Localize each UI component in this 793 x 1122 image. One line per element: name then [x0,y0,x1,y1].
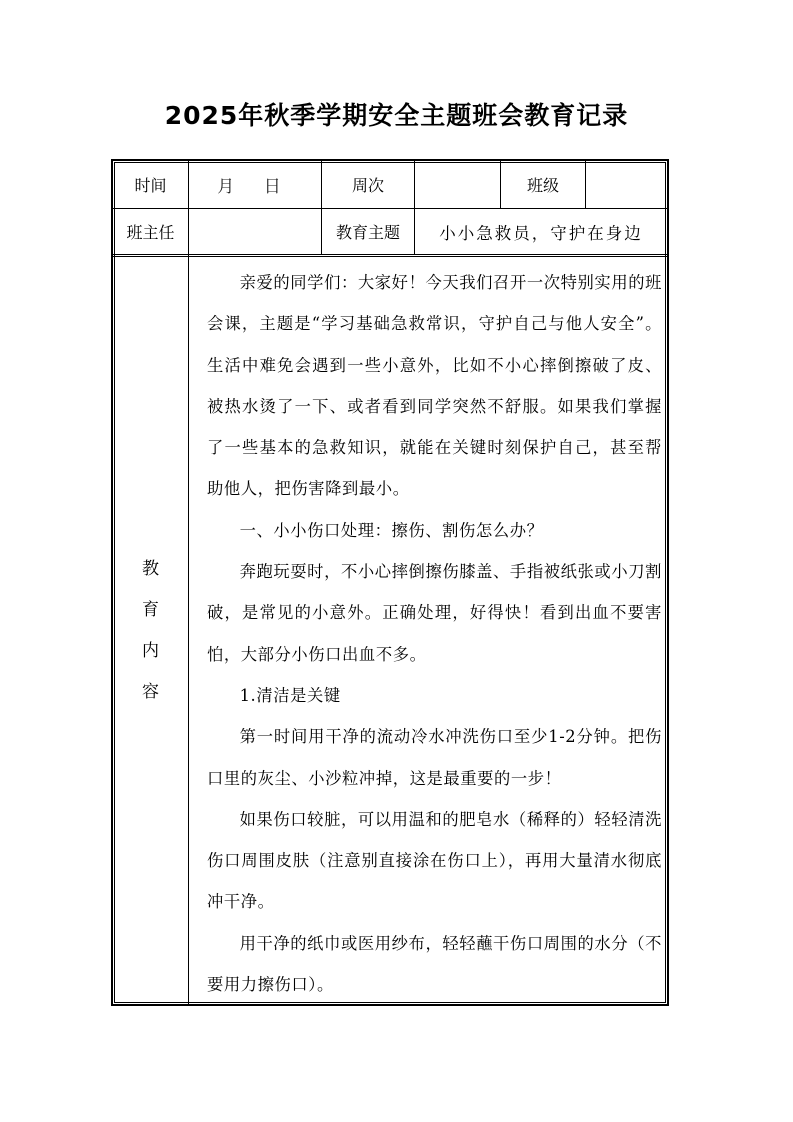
row-divider [113,254,667,255]
subsection-heading: 1.清洁是关键 [239,685,341,705]
content-label-char: 内 [142,640,159,661]
date-field[interactable]: 月 日 [217,177,293,197]
class-label: 班级 [526,176,559,195]
paragraph: 用干净的纸巾或医用纱布，轻轻蘸干伤口周围的水分（不要用力擦伤口）。 [207,933,662,995]
class-field[interactable] [586,161,667,208]
content-label-char: 育 [142,599,159,620]
teacher-label: 班主任 [126,223,175,242]
week-label: 周次 [351,176,384,195]
content-label-char: 教 [142,558,159,579]
record-table [111,159,669,1006]
section-intro: 奔跑玩耍时，不小心摔倒擦伤膝盖、手指被纸张或小刀割破，是常见的小意外。正确处理，好得快！看到出血不要害怕，大部分小伤口出血不多。 [207,562,662,664]
paragraph: 第一时间用干净的流动冷水冲洗伤口至少1-2分钟。把伤口里的灰尘、小沙粒冲掉，这是最重要的一步！ [207,727,662,788]
section-heading: 一、小小伤口处理：擦伤、割伤怎么办？ [239,520,544,540]
column-divider [188,161,189,1004]
week-field[interactable] [415,161,500,208]
content-label-char: 容 [142,681,159,702]
paragraph: 如果伤口较脏，可以用温和的肥皂水（稀释的）轻轻清洗伤口周围皮肤（注意别直接涂在伤口上），再用大量清水彻底冲干净。 [207,809,662,912]
page-title: 2025年秋季学期安全主题班会教育记录 [164,101,629,130]
greeting-paragraph [207,262,662,510]
theme-value: 小小急救员，守护在身边 [439,223,643,243]
teacher-field[interactable] [189,209,321,254]
education-content [198,262,666,1005]
content-label [113,257,188,1004]
time-label: 时间 [134,176,167,195]
row-divider [113,256,667,257]
greeting-lead: 亲爱的同学们： [239,273,358,292]
greeting-text: 大家好！今天我们召开一次特别实用的班会课，主题是“学习基础急救常识，守护自己与他人安全”。生活中难免会遇到一些小意外，比如不小心摔倒擦破了皮、被热水烫了一下、或者看到同学突然不舒服。如果我们掌握了一些基本的急救知识，就能在关键时刻保护自己，甚至帮助他人，把伤害降到最小。 [207,273,662,499]
theme-label: 教育主题 [335,223,400,242]
